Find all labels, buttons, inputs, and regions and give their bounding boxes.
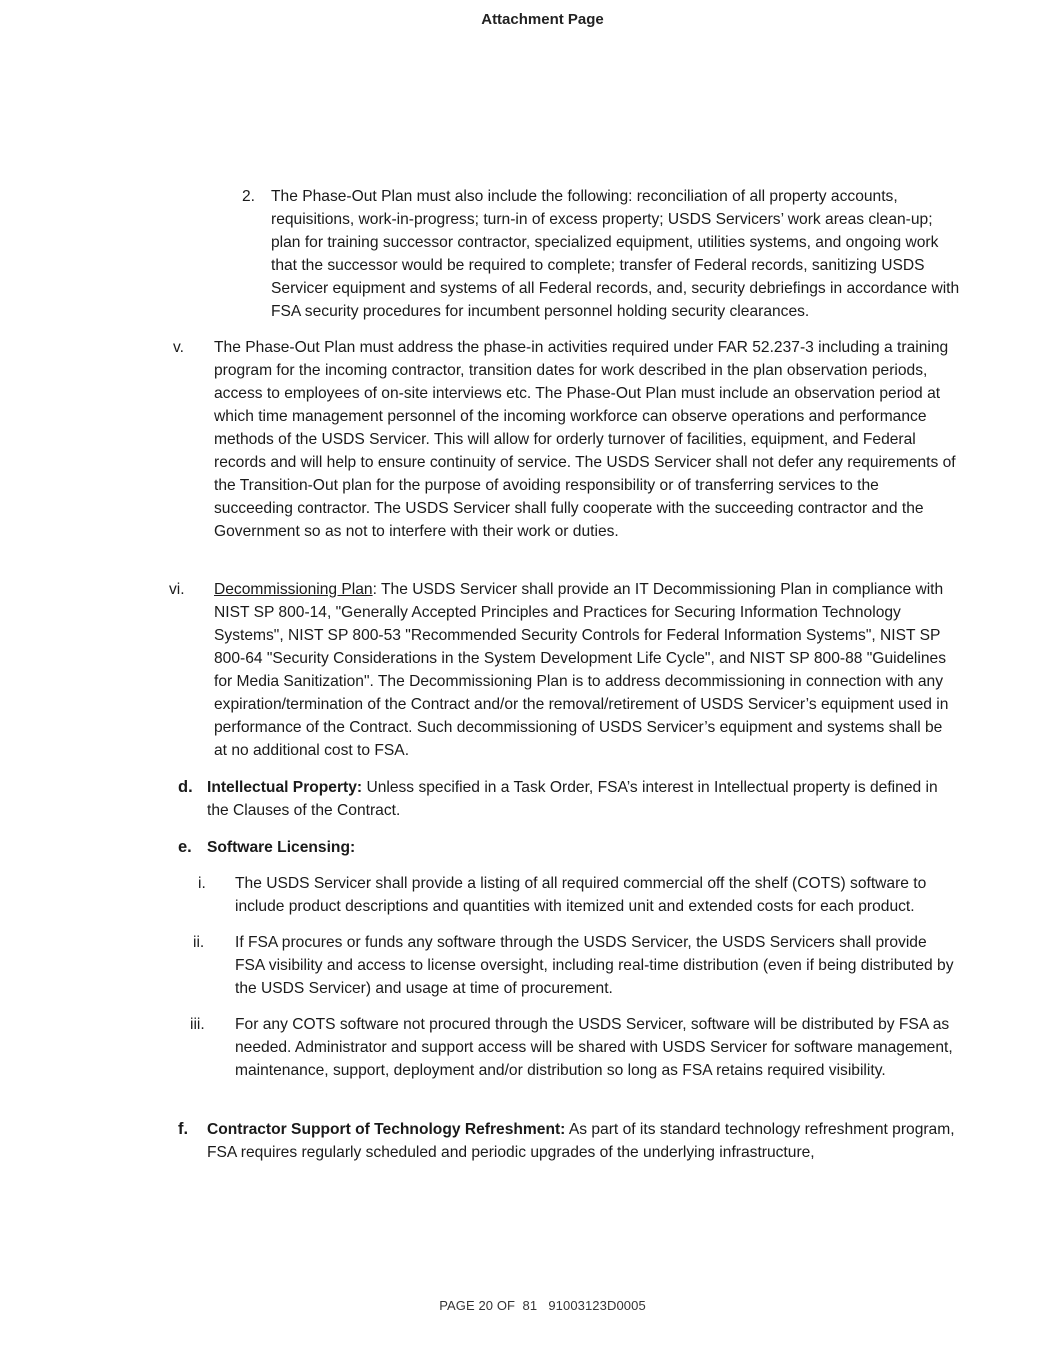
list-item-text: Unless specified in a Task Order, FSA’s interest in Intellectual property is defined in the Clauses of the Contract.: [207, 779, 938, 819]
list-item-text: The Phase-Out Plan must also include the following: reconciliation of all property accounts, requisitions, work-in-progress; turn-in of excess property; USDS Servicers’ work areas clean-up; plan for training successor contractor, specialized equipment, utilities systems, and ongoing work that the successor would be required to complete; transfer of Federal records, sanitizing USDS Servicer equipment and systems of all Federal records, and, security debriefings in accordance with FSA security procedures for incumbent personnel holding security clearances.: [271, 188, 960, 320]
section-heading: Intellectual Property:: [207, 779, 363, 796]
list-marker: e.: [178, 838, 192, 856]
list-item-text: : The USDS Servicer shall provide an IT Decommissioning Plan in compliance with NIST SP 800-14, "Generally Accepted Principles and Practices for Securing Information Technology Systems", NIST SP 800-53 "Recommended Security Controls for Federal Information Systems", NIST SP 800-64 "Security Considerations in the System Development Life Cycle", and NIST SP 800-88 "Guidelines for Media Sanitization". The Decommissioning Plan is to address decommissioning in connection with any expiration/termination of the Contract and/or the removal/retirement of USDS Servicer’s equipment used in performance of the Contract. Such decommissioning of USDS Servicer’s equipment and systems shall be at no additional cost to FSA.: [214, 581, 949, 759]
list-item-e-i: [198, 872, 959, 918]
list-marker: i.: [198, 875, 206, 892]
document-number: 91003123D0005: [548, 1298, 646, 1313]
list-marker: iii.: [190, 1016, 205, 1033]
list-marker: 2.: [242, 188, 256, 205]
list-marker: d.: [178, 778, 193, 796]
page-header: Attachment Page: [481, 11, 604, 28]
list-item-2: [242, 185, 961, 323]
page-footer: [0, 1298, 1055, 1313]
list-item-v: [173, 336, 959, 543]
list-item-text: As part of its standard technology refreshment program, FSA requires regularly scheduled and periodic upgrades of the underlying infrastructure,: [207, 1121, 955, 1161]
list-item-e-ii: [193, 931, 959, 1000]
list-item-text: The Phase-Out Plan must address the phase-in activities required under FAR 52.237-3 including a training program for the incoming contractor, transition dates for work described in the plan observation periods, access to employees of on-site interviews etc. The Phase-Out Plan must include an observation period at which time management personnel of the incoming workforce can observe operations and performance methods of the USDS Servicer. This will allow for orderly turnover of facilities, equipment, and Federal records and will help to ensure continuity of service. The USDS Servicer shall not defer any requirements of the Transition-Out plan for the purpose of avoiding responsibility or of transferring services to the succeeding contractor. The USDS Servicer shall fully cooperate with the succeeding contractor and the Government so as not to interfere with their work or duties.: [214, 339, 956, 540]
section-heading: Software Licensing:: [207, 839, 356, 856]
list-marker: f.: [178, 1120, 189, 1138]
page-number: PAGE 20 OF 81: [439, 1298, 538, 1313]
list-item-d: [178, 776, 959, 822]
list-item-e: [178, 836, 959, 859]
list-item-text: If FSA procures or funds any software through the USDS Servicer, the USDS Servicers shall provide FSA visibility and access to license oversight, including real-time distribution (even if being distributed by the USDS Servicer) and usage at time of procurement.: [235, 934, 954, 997]
list-marker: ii.: [193, 934, 205, 951]
list-item-vi: [169, 578, 959, 762]
section-heading: Decommissioning Plan: [214, 581, 373, 598]
list-marker: vi.: [169, 581, 185, 598]
list-marker: v.: [173, 339, 184, 356]
list-item-text: For any COTS software not procured through the USDS Servicer, software will be distributed by FSA as needed. Administrator and support access will be shared with USDS Servicer for software management, maintenance, support, deployment and/or distribution so long as FSA retains required visibility.: [235, 1016, 953, 1079]
list-item-f: [178, 1118, 959, 1164]
section-heading: Contractor Support of Technology Refreshment:: [207, 1121, 566, 1138]
list-item-text: The USDS Servicer shall provide a listing of all required commercial off the shelf (COTS) software to include product descriptions and quantities with itemized unit and extended costs for each product.: [235, 875, 927, 915]
list-item-e-iii: [190, 1013, 959, 1082]
